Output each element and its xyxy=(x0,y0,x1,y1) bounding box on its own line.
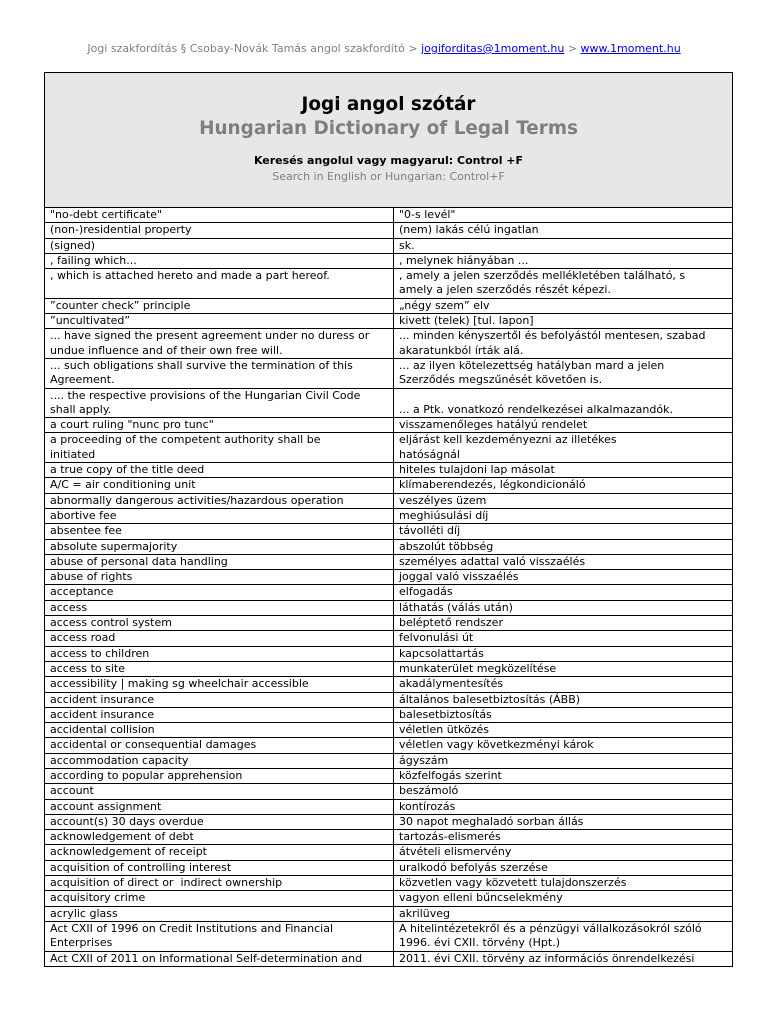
hungarian-term: munkaterület megközelítése xyxy=(394,661,733,676)
dictionary-row xyxy=(45,585,733,600)
search-hint-english: Search in English or Hungarian: Control+F xyxy=(272,170,505,183)
breadcrumb-separator: > xyxy=(567,42,578,55)
english-term: according to popular apprehension xyxy=(45,768,394,783)
hungarian-term: eljárást kell kezdeményezni az illetékes hatóságnál xyxy=(394,433,733,463)
dictionary-row xyxy=(45,830,733,845)
english-term: accident insurance xyxy=(45,707,394,722)
english-term: ”counter check” principle xyxy=(45,298,394,313)
english-term: , failing which... xyxy=(45,253,394,268)
dictionary-row xyxy=(45,238,733,253)
hungarian-term: kivett (telek) [tul. lapon] xyxy=(394,314,733,329)
dictionary-row xyxy=(45,388,733,418)
english-term: accident insurance xyxy=(45,692,394,707)
hungarian-term: beléptető rendszer xyxy=(394,616,733,631)
email-link[interactable]: jogiforditas@1moment.hu xyxy=(421,42,565,55)
hungarian-term: kapcsolattartás xyxy=(394,646,733,661)
dictionary-row xyxy=(45,554,733,569)
dictionary-row xyxy=(45,646,733,661)
dictionary-table xyxy=(44,72,733,967)
english-term: acknowledgement of debt xyxy=(45,830,394,845)
english-term: access control system xyxy=(45,616,394,631)
dictionary-row xyxy=(45,814,733,829)
english-term: account xyxy=(45,784,394,799)
dictionary-row xyxy=(45,616,733,631)
hungarian-term: ... az ilyen kötelezettség hatályban mard a jelen Szerződés megszűnését követően is. xyxy=(394,358,733,388)
dictionary-row xyxy=(45,768,733,783)
dictionary-row xyxy=(45,539,733,554)
english-term: (non-)residential property xyxy=(45,223,394,238)
english-term: a true copy of the title deed xyxy=(45,463,394,478)
english-term: a proceeding of the competent authority shall be initiated xyxy=(45,433,394,463)
dictionary-row xyxy=(45,418,733,433)
hungarian-term: akadálymentesítés xyxy=(394,677,733,692)
dictionary-row xyxy=(45,269,733,299)
dictionary-row xyxy=(45,329,733,359)
dictionary-row xyxy=(45,707,733,722)
dictionary-row xyxy=(45,223,733,238)
dictionary-row xyxy=(45,508,733,523)
running-header xyxy=(0,41,768,57)
hungarian-term: (nem) lakás célú ingatlan xyxy=(394,223,733,238)
hungarian-term: 2011. évi CXII. törvény az információs önrendelkezési xyxy=(394,951,733,966)
hungarian-term: általános balesetbiztosítás (ÁBB) xyxy=(394,692,733,707)
english-term: ”uncultivated” xyxy=(45,314,394,329)
dictionary-row xyxy=(45,723,733,738)
hungarian-term: klímaberendezés, légkondicionáló xyxy=(394,478,733,493)
hungarian-term: abszolút többség xyxy=(394,539,733,554)
english-term: Act CXII of 1996 on Credit Institutions and Financial Enterprises xyxy=(45,921,394,951)
dictionary-row xyxy=(45,876,733,891)
dictionary-row xyxy=(45,631,733,646)
dictionary-row xyxy=(45,314,733,329)
dictionary-row xyxy=(45,661,733,676)
english-term: access xyxy=(45,600,394,615)
hungarian-term: véletlen ütközés xyxy=(394,723,733,738)
hungarian-term: közfelfogás szerint xyxy=(394,768,733,783)
hungarian-term: felvonulási út xyxy=(394,631,733,646)
hungarian-term: kontírozás xyxy=(394,799,733,814)
english-term: accidental or consequential damages xyxy=(45,738,394,753)
english-term: access road xyxy=(45,631,394,646)
hungarian-term: vagyon elleni bűncselekmény xyxy=(394,891,733,906)
english-term: acquisition of controlling interest xyxy=(45,860,394,875)
hungarian-term: elfogadás xyxy=(394,585,733,600)
english-term: account assignment xyxy=(45,799,394,814)
dictionary-entries xyxy=(45,208,733,967)
english-term: accommodation capacity xyxy=(45,753,394,768)
english-term: ... such obligations shall survive the termination of this Agreement. xyxy=(45,358,394,388)
dictionary-row xyxy=(45,463,733,478)
english-term: A/C = air conditioning unit xyxy=(45,478,394,493)
english-term: account(s) 30 days overdue xyxy=(45,814,394,829)
hungarian-term: , amely a jelen szerződés mellékletében található, s amely a jelen szerződés részét képezi. xyxy=(394,269,733,299)
hungarian-term: akrilüveg xyxy=(394,906,733,921)
dictionary-row xyxy=(45,677,733,692)
dictionary-row xyxy=(45,891,733,906)
dictionary-row xyxy=(45,860,733,875)
english-term: a court ruling "nunc pro tunc" xyxy=(45,418,394,433)
english-term: abortive fee xyxy=(45,508,394,523)
hungarian-term: közvetlen vagy közvetett tulajdonszerzés xyxy=(394,876,733,891)
hungarian-term: "0-s levél" xyxy=(394,208,733,223)
hungarian-term: 30 napot meghaladó sorban állás xyxy=(394,814,733,829)
english-term: Act CXII of 2011 on Informational Self-determination and xyxy=(45,951,394,966)
dictionary-row xyxy=(45,921,733,951)
english-term: acknowledgement of receipt xyxy=(45,845,394,860)
hungarian-term: joggal való visszaélés xyxy=(394,570,733,585)
dictionary-row xyxy=(45,208,733,223)
dictionary-row xyxy=(45,784,733,799)
dictionary-row xyxy=(45,799,733,814)
document-title: Jogi angol szótár xyxy=(301,94,476,115)
title-row xyxy=(45,73,733,208)
dictionary-row xyxy=(45,570,733,585)
hungarian-term: hiteles tulajdoni lap másolat xyxy=(394,463,733,478)
hungarian-term: „négy szem” elv xyxy=(394,298,733,313)
english-term: accidental collision xyxy=(45,723,394,738)
hungarian-term: meghiúsulási díj xyxy=(394,508,733,523)
hungarian-term: sk. xyxy=(394,238,733,253)
translator-credit: Jogi szakfordítás § Csobay-Novák Tamás angol szakfordító xyxy=(87,42,405,55)
english-term: access to children xyxy=(45,646,394,661)
dictionary-row xyxy=(45,753,733,768)
hungarian-term: veszélyes üzem xyxy=(394,493,733,508)
dictionary-row xyxy=(45,845,733,860)
hungarian-term: ... a Ptk. vonatkozó rendelkezései alkalmazandók. xyxy=(394,388,733,418)
breadcrumb-separator: > xyxy=(408,42,418,55)
hungarian-term: véletlen vagy következményi károk xyxy=(394,738,733,753)
english-term: abuse of rights xyxy=(45,570,394,585)
english-term: ... have signed the present agreement under no duress or undue influence and of their own free will. xyxy=(45,329,394,359)
english-term: absolute supermajority xyxy=(45,539,394,554)
title-block xyxy=(45,73,733,208)
dictionary-row xyxy=(45,253,733,268)
english-term: abnormally dangerous activities/hazardous operation xyxy=(45,493,394,508)
english-term: acquisition of direct or indirect ownership xyxy=(45,876,394,891)
english-term: accessibility | making sg wheelchair accessible xyxy=(45,677,394,692)
hungarian-term: ágyszám xyxy=(394,753,733,768)
search-hint-hungarian: Keresés angolul vagy magyarul: Control +F xyxy=(253,154,524,167)
english-term: acceptance xyxy=(45,585,394,600)
hungarian-term: távolléti díj xyxy=(394,524,733,539)
dictionary-row xyxy=(45,298,733,313)
english-term: , which is attached hereto and made a part hereof. xyxy=(45,269,394,299)
hungarian-term: beszámoló xyxy=(394,784,733,799)
hungarian-term: balesetbiztosítás xyxy=(394,707,733,722)
hungarian-term: láthatás (válás után) xyxy=(394,600,733,615)
english-term: acrylic glass xyxy=(45,906,394,921)
dictionary-row xyxy=(45,692,733,707)
dictionary-row xyxy=(45,358,733,388)
website-link[interactable]: www.1moment.hu xyxy=(580,42,681,55)
dictionary-row xyxy=(45,478,733,493)
hungarian-term: uralkodó befolyás szerzése xyxy=(394,860,733,875)
hungarian-term: átvételi elismervény xyxy=(394,845,733,860)
english-term: (signed) xyxy=(45,238,394,253)
english-term: .... the respective provisions of the Hungarian Civil Code shall apply. xyxy=(45,388,394,418)
hungarian-term: ... minden kényszertől és befolyástól mentesen, szabad akaratunkból írták alá. xyxy=(394,329,733,359)
hungarian-term: A hitelintézetekről és a pénzügyi vállalkozásokról szóló 1996. évi CXII. törvény (Hpt.) xyxy=(394,921,733,951)
english-term: "no-debt certificate" xyxy=(45,208,394,223)
document-subtitle: Hungarian Dictionary of Legal Terms xyxy=(199,118,578,139)
hungarian-term: visszamenőleges hatályú rendelet xyxy=(394,418,733,433)
hungarian-term: személyes adattal való visszaélés xyxy=(394,554,733,569)
dictionary-row xyxy=(45,600,733,615)
dictionary-row xyxy=(45,951,733,966)
hungarian-term: tartozás-elismerés xyxy=(394,830,733,845)
dictionary-row xyxy=(45,433,733,463)
dictionary-row xyxy=(45,738,733,753)
english-term: abuse of personal data handling xyxy=(45,554,394,569)
english-term: acquisitory crime xyxy=(45,891,394,906)
english-term: absentee fee xyxy=(45,524,394,539)
english-term: access to site xyxy=(45,661,394,676)
dictionary-row xyxy=(45,493,733,508)
hungarian-term: , melynek hiányában ... xyxy=(394,253,733,268)
dictionary-row xyxy=(45,524,733,539)
dictionary-row xyxy=(45,906,733,921)
